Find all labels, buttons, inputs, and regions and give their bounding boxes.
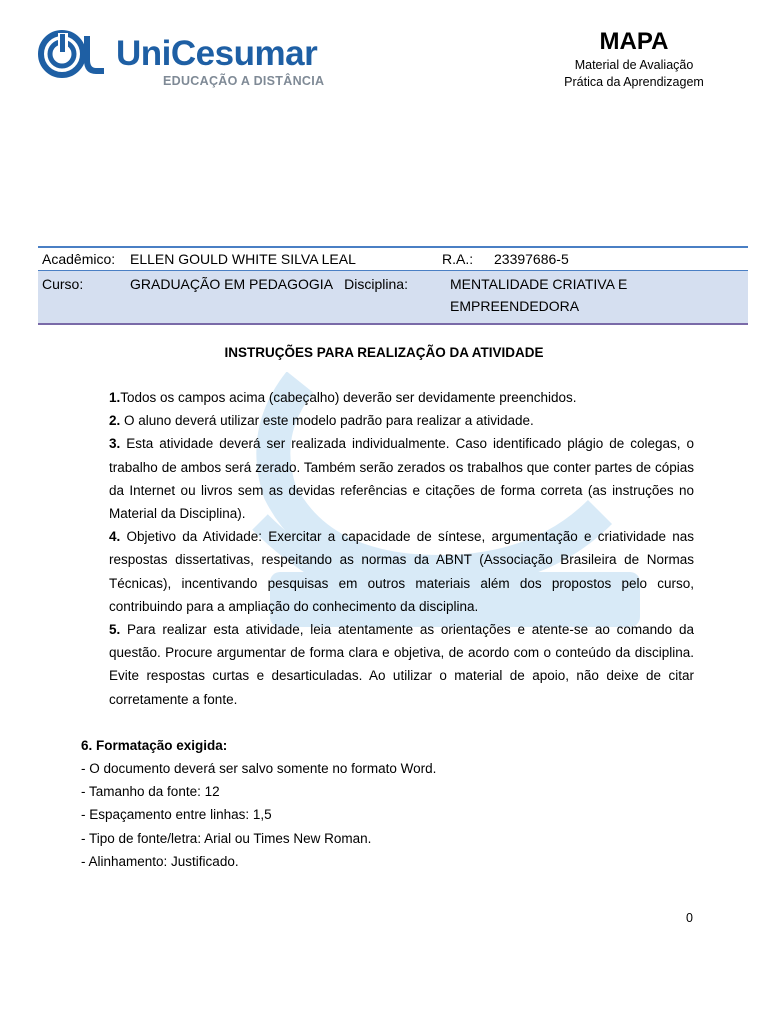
mapa-subtitle-line2: Prática da Aprendizagem	[564, 74, 704, 89]
instructions-body	[81, 386, 694, 873]
ra-label: R.A.:	[438, 247, 490, 271]
curso-row	[38, 271, 748, 325]
format-item: - Espaçamento entre linhas: 1,5	[81, 807, 272, 823]
format-item: - O documento deverá ser salvo somente no formato Word.	[81, 761, 437, 777]
instructions-title: INSTRUÇÕES PARA REALIZAÇÃO DA ATIVIDADE	[224, 345, 544, 360]
mapa-subtitle-line1: Material de Avaliação	[574, 57, 694, 72]
academico-row	[38, 247, 748, 271]
instruction-item-5: 5. Para realizar esta atividade, leia atentamente as orientações e atente-se ao comando da questão. Procure argumentar de forma clara e objetiva, de acordo com o conteúdo da disciplina. Evite respostas curtas e desarticuladas. Ao utilizar o material de apoio, não deixe de citar corretamente a fonte.	[109, 622, 694, 707]
mapa-header	[554, 28, 714, 91]
instruction-item-2: 2. O aluno deverá utilizar este modelo padrão para realizar a atividade.	[109, 413, 534, 429]
format-title: 6. Formatação exigida:	[81, 737, 228, 753]
mapa-title: MAPA	[599, 28, 669, 55]
format-item: - Tipo de fonte/letra: Arial ou Times New Roman.	[81, 830, 372, 846]
ra-value: 23397686-5	[490, 247, 748, 271]
disciplina-label: Disciplina:	[344, 276, 408, 292]
brand-name: UniCesumar	[116, 34, 318, 73]
academico-label: Acadêmico:	[38, 247, 126, 271]
page-number: 0	[686, 911, 693, 925]
instruction-item-1: 1.Todos os campos acima (cabeçalho) deverão ser devidamente preenchidos.	[109, 390, 577, 405]
curso-value: GRADUAÇÃO EM PEDAGOGIA	[130, 276, 333, 292]
student-info-table	[38, 246, 748, 325]
disciplina-value	[438, 271, 748, 325]
curso-label: Curso:	[38, 271, 126, 325]
disciplina-value-line2: EMPREENDEDORA	[450, 298, 580, 314]
unicesumar-logo	[38, 30, 325, 92]
logo-mark-icon	[38, 30, 114, 80]
academico-value: ELLEN GOULD WHITE SILVA LEAL	[126, 247, 438, 271]
disciplina-value-line1: MENTALIDADE CRIATIVA E	[450, 276, 628, 292]
instruction-item-3: 3. Esta atividade deverá ser realizada individualmente. Caso identificado plágio de colegas, o trabalho de ambos será zerado. Também serão zerados os trabalhos que conter partes de cópias da Internet ou livros sem as devidas referências e citações de forma correta (as instruções no Material da Disciplina).	[109, 436, 694, 522]
format-item: - Tamanho da fonte: 12	[81, 784, 220, 800]
curso-disciplina-cell	[126, 271, 438, 325]
instruction-item-4: 4. Objetivo da Atividade: Exercitar a capacidade de síntese, argumentação e criatividade nas respostas dissertativas, respeitando as normas da ABNT (Associação Brasileira de Normas Técnicas), incentivando pesquisas em outros materiais além dos propostos pelo curso, contribuindo para a ampliação do conhecimento da disciplina.	[109, 529, 694, 614]
brand-subtitle: EDUCAÇÃO A DISTÂNCIA	[163, 74, 325, 88]
format-item: - Alinhamento: Justificado.	[81, 853, 239, 869]
